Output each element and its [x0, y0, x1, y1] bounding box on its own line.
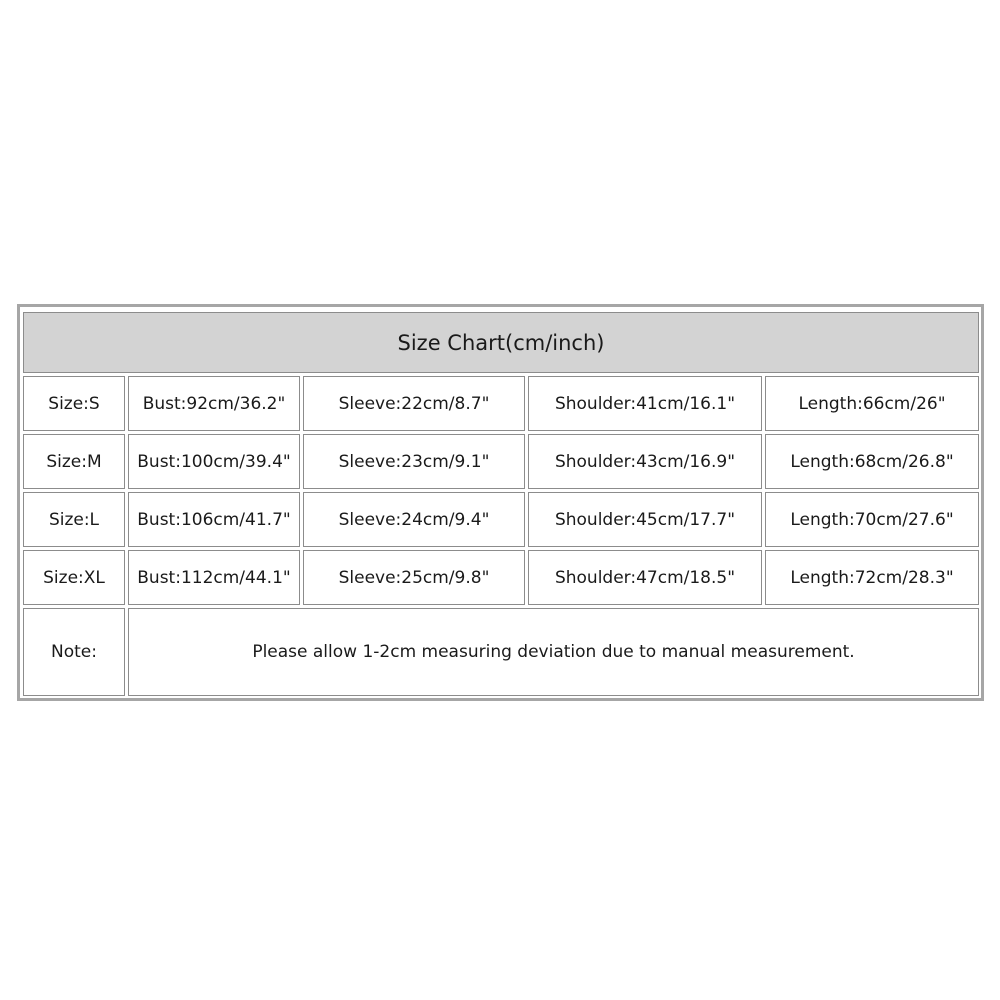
size-chart-title: Size Chart(cm/inch) — [23, 312, 979, 373]
shoulder-cell: Shoulder:41cm/16.1" — [528, 376, 762, 431]
shoulder-cell: Shoulder:43cm/16.9" — [528, 434, 762, 489]
size-label-cell: Size:M — [23, 434, 125, 489]
shoulder-cell: Shoulder:47cm/18.5" — [528, 550, 762, 605]
bust-cell: Bust:92cm/36.2" — [128, 376, 300, 431]
length-cell: Length:66cm/26" — [765, 376, 979, 431]
note-text-cell: Please allow 1-2cm measuring deviation due to manual measurement. — [128, 608, 979, 696]
size-label-cell: Size:S — [23, 376, 125, 431]
bust-cell: Bust:100cm/39.4" — [128, 434, 300, 489]
length-cell: Length:68cm/26.8" — [765, 434, 979, 489]
sleeve-cell: Sleeve:23cm/9.1" — [303, 434, 525, 489]
bust-cell: Bust:106cm/41.7" — [128, 492, 300, 547]
size-label-cell: Size:XL — [23, 550, 125, 605]
sleeve-cell: Sleeve:22cm/8.7" — [303, 376, 525, 431]
sleeve-cell: Sleeve:25cm/9.8" — [303, 550, 525, 605]
length-cell: Length:70cm/27.6" — [765, 492, 979, 547]
bust-cell: Bust:112cm/44.1" — [128, 550, 300, 605]
note-label-cell: Note: — [23, 608, 125, 696]
size-label-cell: Size:L — [23, 492, 125, 547]
sleeve-cell: Sleeve:24cm/9.4" — [303, 492, 525, 547]
shoulder-cell: Shoulder:45cm/17.7" — [528, 492, 762, 547]
size-chart-table — [17, 304, 984, 701]
length-cell: Length:72cm/28.3" — [765, 550, 979, 605]
